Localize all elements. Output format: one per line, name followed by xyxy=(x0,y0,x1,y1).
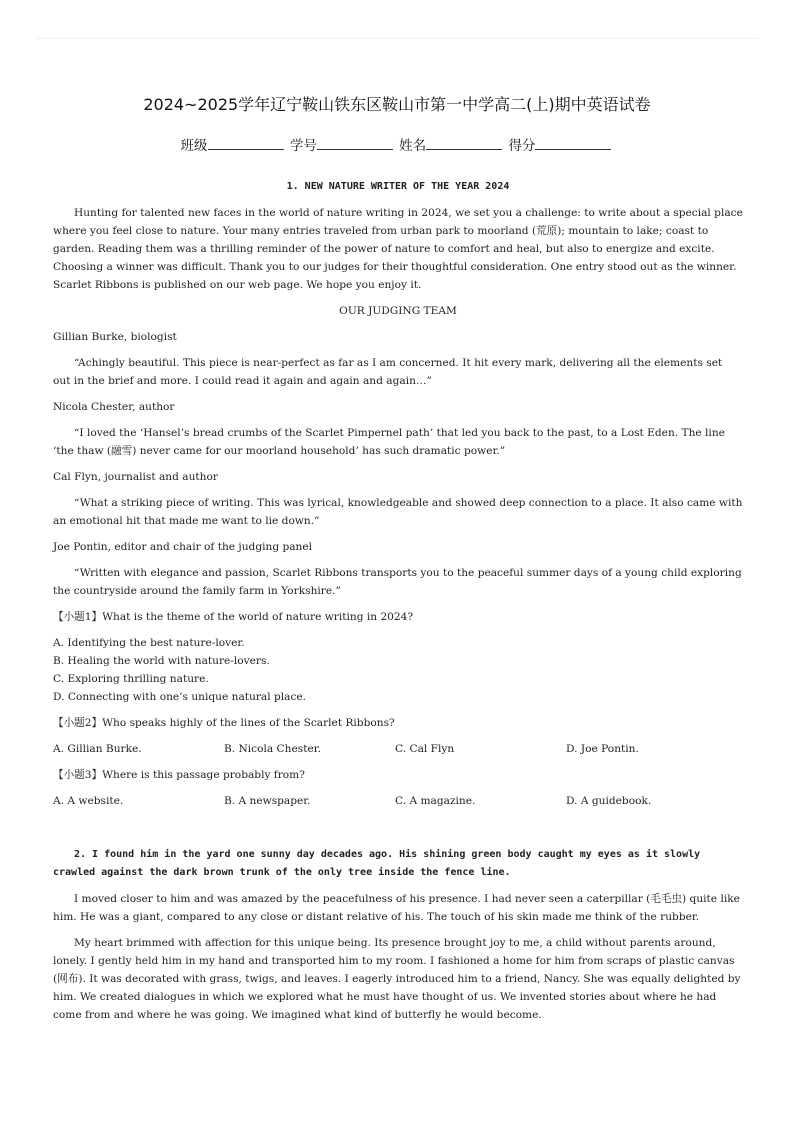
class-blank[interactable] xyxy=(208,137,284,150)
score-label: 得分 xyxy=(508,138,536,154)
question-3-stem: 【小题3】Where is this passage probably from? xyxy=(53,769,305,781)
judge-name: Cal Flyn, journalist and author xyxy=(53,471,218,483)
score-blank[interactable] xyxy=(535,137,611,150)
section2-paragraph: I moved closer to him and was amazed by the peacefulness of his presence. I had never seen a caterpillar (毛毛虫) quite like him. He was a giant, compared to any close or distant relative of his. The touch of his skin made me think of the rubber. xyxy=(53,893,740,923)
judge-name: Joe Pontin, editor and chair of the judging panel xyxy=(53,541,313,553)
question-2-option-a[interactable]: A. Gillian Burke. xyxy=(53,743,142,755)
question-3-option-b[interactable]: B. A newspaper. xyxy=(224,795,311,807)
judge-quote: “I loved the ‘Hansel’s bread crumbs of the Scarlet Pimpernel path’ that led you back to the past, to a Lost Eden. The line ‘the thaw (融雪) never came for our moorland household’ has such dramatic power.” xyxy=(53,427,725,457)
judge-name: Gillian Burke, biologist xyxy=(53,331,177,343)
question-3-option-a[interactable]: A. A website. xyxy=(53,795,124,807)
section2-paragraph: My heart brimmed with affection for this unique being. Its presence brought joy to me, a child without parents around, lonely. I gently held him in my hand and transported him to my room. I fashioned a home for him from scraps of plastic canvas (网布). It was decorated with grass, twigs, and leaves. I eagerly introduced him to a friend, Nancy. She was equally delighted by him. We created dialogues in which we explored what he must have thought of us. We invented stories about where he had come from and where he was going. We imagined what kind of butterfly he would become. xyxy=(53,937,741,1021)
question-3-options xyxy=(53,792,743,810)
judging-team-heading: OUR JUDGING TEAM xyxy=(339,305,457,317)
student-id-label: 学号 xyxy=(289,138,317,154)
page-title: 2024~2025学年辽宁鞍山铁东区鞍山市第一中学高二(上)期中英语试卷 xyxy=(143,95,651,114)
question-2-option-c[interactable]: C. Cal Flyn xyxy=(395,743,455,755)
question-2-option-d[interactable]: D. Joe Pontin. xyxy=(566,743,639,755)
class-label: 班级 xyxy=(180,138,208,154)
question-2-options xyxy=(53,740,743,758)
judge-quote: “Achingly beautiful. This piece is near-perfect as far as I am concerned. It hit every mark, delivering all the elements set out in the brief and more. I could read it again and again and again…” xyxy=(53,357,723,387)
question-1-option-d[interactable]: D. Connecting with one’s unique natural place. xyxy=(53,691,307,703)
student-id-blank[interactable] xyxy=(317,137,393,150)
judge-name: Nicola Chester, author xyxy=(53,401,175,413)
question-3-option-d[interactable]: D. A guidebook. xyxy=(566,795,652,807)
student-info-row xyxy=(0,134,794,154)
name-blank[interactable] xyxy=(426,137,502,150)
question-2-stem: 【小题2】Who speaks highly of the lines of the Scarlet Ribbons? xyxy=(53,717,395,729)
question-1-option-a[interactable]: A. Identifying the best nature-lover. xyxy=(53,637,245,649)
name-label: 姓名 xyxy=(399,138,427,154)
judge-quote: “Written with elegance and passion, Scarlet Ribbons transports you to the peaceful summer days of a young child exploring the countryside around the family farm in Yorkshire.” xyxy=(53,567,742,597)
section1-intro: Hunting for talented new faces in the world of nature writing in 2024, we set you a challenge: to write about a special place where you feel close to nature. Your many entries traveled from urban park to moorland (荒原); mountain to lake; coast to garden. Reading them was a thrilling reminder of the power of nature to comfort and heal, but also to energize and excite. Choosing a winner was difficult. Thank you to our judges for their thoughtful consideration. One entry stood out as the winner. Scarlet Ribbons is published on our web page. We hope you enjoy it. xyxy=(53,207,743,291)
section2-lead: 2. I found him in the yard one sunny day decades ago. His shining green body caught my eyes as it slowly crawled against the dark brown trunk of the only tree inside the fence line. xyxy=(53,849,701,878)
question-2-option-b[interactable]: B. Nicola Chester. xyxy=(224,743,321,755)
section1-heading: 1. NEW NATURE WRITER OF THE YEAR 2024 xyxy=(286,181,510,192)
header-rule xyxy=(36,38,758,39)
judge-quote: “What a striking piece of writing. This was lyrical, knowledgeable and showed deep connection to a place. It also came with an emotional hit that made me want to lie down.” xyxy=(53,497,743,527)
question-1-stem: 【小题1】What is the theme of the world of nature writing in 2024? xyxy=(53,611,414,623)
exam-content xyxy=(53,178,743,1032)
question-1-option-c[interactable]: C. Exploring thrilling nature. xyxy=(53,673,209,685)
question-1-option-b[interactable]: B. Healing the world with nature-lovers. xyxy=(53,655,270,667)
question-3-option-c[interactable]: C. A magazine. xyxy=(395,795,476,807)
